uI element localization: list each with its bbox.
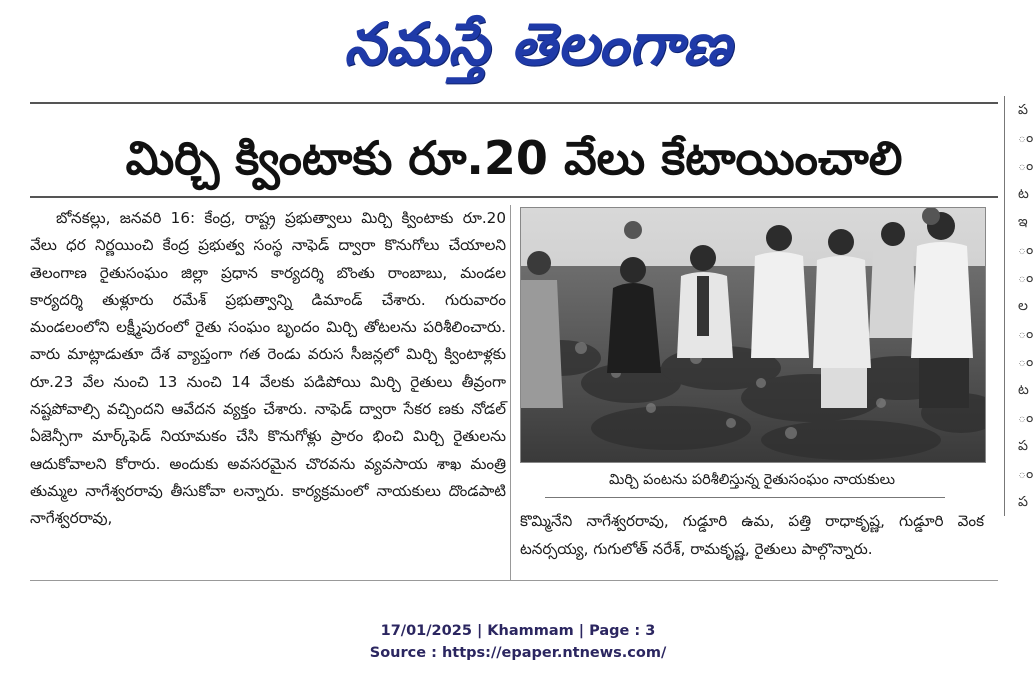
adjacent-glyph: ం <box>1018 158 1034 174</box>
adjacent-glyph: ప <box>1018 102 1028 118</box>
edition-info: 17/01/2025 | Khammam | Page : 3 <box>380 623 656 639</box>
adjacent-glyph: ం <box>1018 270 1034 286</box>
bottom-rule <box>30 580 998 581</box>
adjacent-column-cropped-text <box>1018 96 1036 516</box>
article-body-left: బోనకల్లు, జనవరి 16: కేంద్ర, రాష్ట్ర ప్రభుత్వాలు మిర్చి క్వింటాకు రూ.20 వేలు ధర నిర్ణయించి కేంద్ర ప్రభుత్వ సంస్థ నాఫెడ్ ద్వారా కొనుగోలు చేయాలని తెలంగాణ రైతుసంఘం జిల్లా ప్రధాన కార్యదర్శి బొంతు రాంబాబు, మండల కార్యదర్శి తుళ్లూరు రమేశ్ ప్రభుత్వాన్ని డిమాండ్ చేశారు. గురువారం మండలంలోని లక్ష్మీపురంలో రైతు సంఘం బృందం మిర్చి తోటలను పరిశీలించారు. వారు మాట్లాడుతూ దేశ వ్యాప్తంగా గత రెండు వరుస సీజన్లలో మిర్చి క్వింటాళ్లకు రూ.23 వేల నుంచి 13 నుంచి 14 వేలకు పడిపోయి మిర్చి రైతులు తీవ్రంగా నష్టపోవాల్సి వచ్చిందని ఆవేదన వ్యక్తం చేశారు. నాఫెడ్ ద్వారా సేకర ణకు నోడల్ ఏజెన్సీగా మార్క్‌ఫెడ్ నియామకం చేసి కొనుగోళ్లు ప్రారం భించి మిర్చి రైతులను ఆదుకోవాలని కోరారు. అందుకు అవసరమైన చొరవను వ్యవసాయ శాఖ మంత్రి తుమ్మల నాగేశ్వరరావు తీసుకోవా లన్నారు. కార్యక్రమంలో నాయకులు దొండపాటి నాగేశ్వరరావు, <box>30 209 506 528</box>
top-rule <box>30 102 998 104</box>
adjacent-glyph: ం <box>1018 242 1034 258</box>
source-link[interactable]: Source : https://epaper.ntnews.com/ <box>369 645 667 661</box>
newspaper-logo: నమస్తే తెలంగాణ <box>344 10 732 78</box>
article-photo <box>520 207 986 463</box>
headline-rule <box>30 196 998 198</box>
adjacent-glyph: ట <box>1018 186 1029 202</box>
adjacent-glyph: ప <box>1018 438 1028 454</box>
article-headline: మిర్చి క్వింటాకు రూ.20 వేలు కేటాయించాలి <box>125 131 903 185</box>
article-body-right: కొమ్మినేని నాగేశ్వరరావు, గుడ్డూరి ఉమ, పత్తి రాధాకృష్ణ, గుడ్డూరి వెంక టనర్సయ్య, గుగులోత్ నరేశ్, రామకృష్ణ, రైతులు పాల్గొన్నారు. <box>520 512 984 558</box>
adjacent-glyph: ం <box>1018 326 1034 342</box>
adjacent-glyph: ం <box>1018 410 1034 426</box>
adjacent-glyph: ట <box>1018 382 1029 398</box>
photo-caption: మిర్చి పంటను పరిశీలిస్తున్న రైతుసంఘం నాయకులు <box>609 472 895 488</box>
farmers-in-chilli-field-photo <box>521 208 985 462</box>
article-body-right-column <box>520 508 984 563</box>
article-body-left-column <box>30 205 506 533</box>
masthead <box>0 4 1036 88</box>
adjacent-column-rule <box>1004 96 1005 516</box>
adjacent-glyph: ల <box>1018 298 1028 314</box>
adjacent-glyph: ం <box>1018 354 1034 370</box>
caption-rule <box>545 497 945 498</box>
adjacent-glyph: ం <box>1018 466 1034 482</box>
adjacent-glyph: ఇ <box>1018 214 1028 230</box>
page-footer <box>0 620 1036 664</box>
column-divider <box>510 205 511 580</box>
adjacent-glyph: ప <box>1018 494 1028 510</box>
adjacent-glyph: ం <box>1018 130 1034 146</box>
